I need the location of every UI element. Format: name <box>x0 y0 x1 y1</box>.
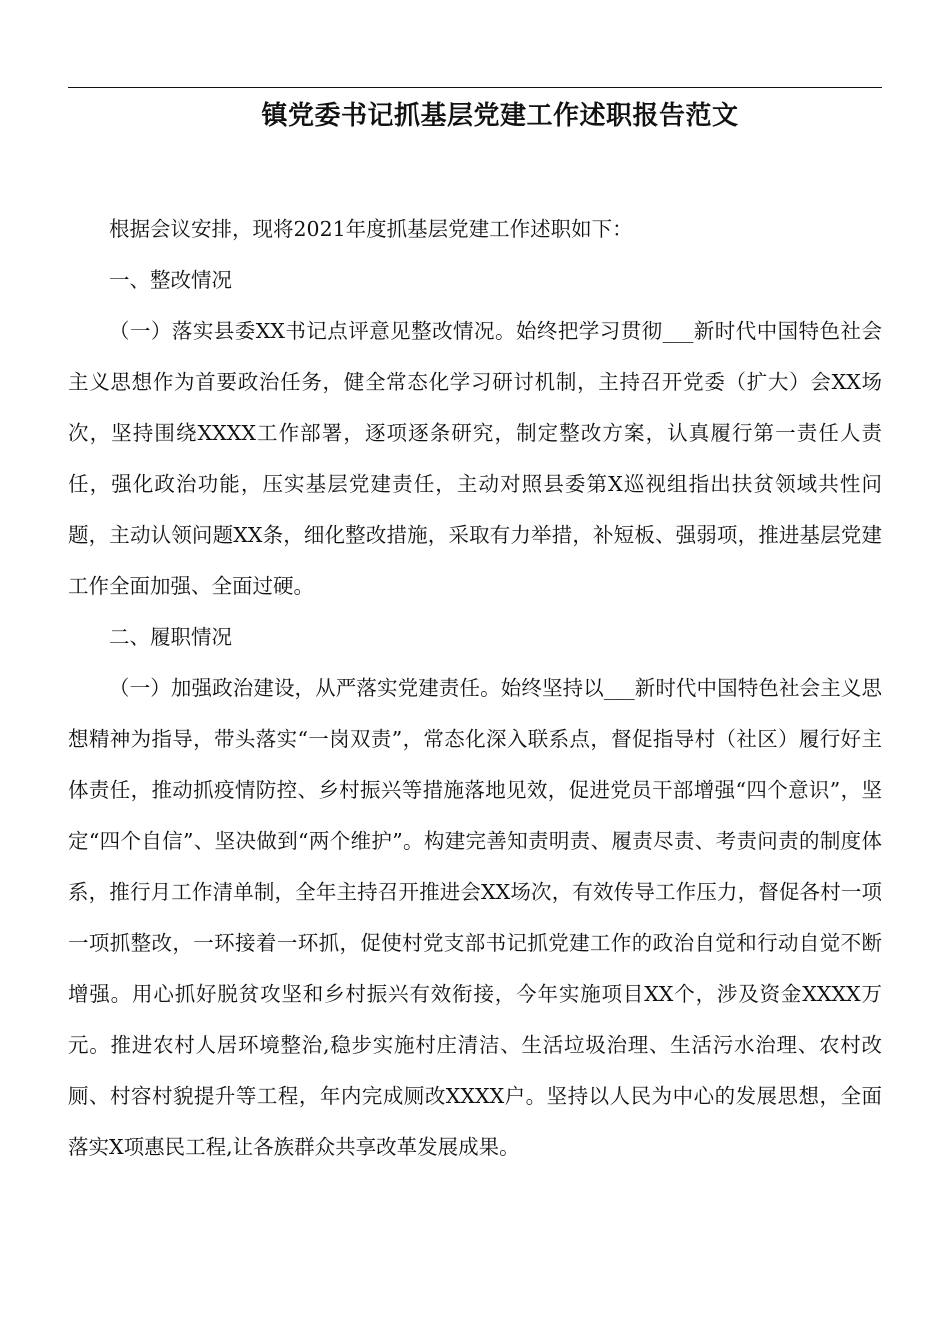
intro-paragraph: 根据会议安排，现将2021年度抓基层党建工作述职如下： <box>109 217 633 241</box>
document-title: 镇党委书记抓基层党建工作述职报告范文 <box>261 101 739 131</box>
rectification-paragraph: （一）落实县委XX书记点评意见整改情况。始终把学习贯彻___新时代中国特色社会主义思想作为首要政治任务，健全常态化学习研讨机制，主持召开党委（扩大）会XX场次，坚持围绕XXXX工作部署，逐项逐条研究，制定整改方案，认真履行第一责任人责任，强化政治功能，压实基层党建责任，主动对照县委第X巡视组指出扶贫领域共性问题，主动认领问题XX条，细化整改措施，采取有力举措，补短板、强弱项，推进基层党建工作全面加强、全面过硬。 <box>68 319 882 598</box>
header-rule <box>68 87 882 88</box>
section-heading-rectification: 一、整改情况 <box>109 268 232 292</box>
document-body <box>68 204 882 1173</box>
duty-paragraph: （一）加强政治建设，从严落实党建责任。始终坚持以___新时代中国特色社会主义思想精神为指导，带头落实“一岗双责”，常态化深入联系点，督促指导村（社区）履行好主体责任，推动抓疫情防控、乡村振兴等措施落地见效，促进党员干部增强“四个意识”，坚定“四个自信”、坚决做到“两个维护”。构建完善知责明责、履责尽责、考责问责的制度体系，推行月工作清单制，全年主持召开推进会XX场次，有效传导工作压力，督促各村一项一项抓整改，一环接着一环抓，促使村党支部书记抓党建工作的政治自觉和行动自觉不断增强。用心抓好脱贫攻坚和乡村振兴有效衔接，今年实施项目XX个，涉及资金XXXX万元。推进农村人居环境整治,稳步实施村庄清洁、生活垃圾治理、生活污水治理、农村改厕、村容村貌提升等工程，年内完成厕改XXXX户。坚持以人民为中心的发展思想，全面落实X项惠民工程,让各族群众共享改革发展成果。 <box>68 676 882 1159</box>
section-heading-duty: 二、履职情况 <box>109 625 232 649</box>
